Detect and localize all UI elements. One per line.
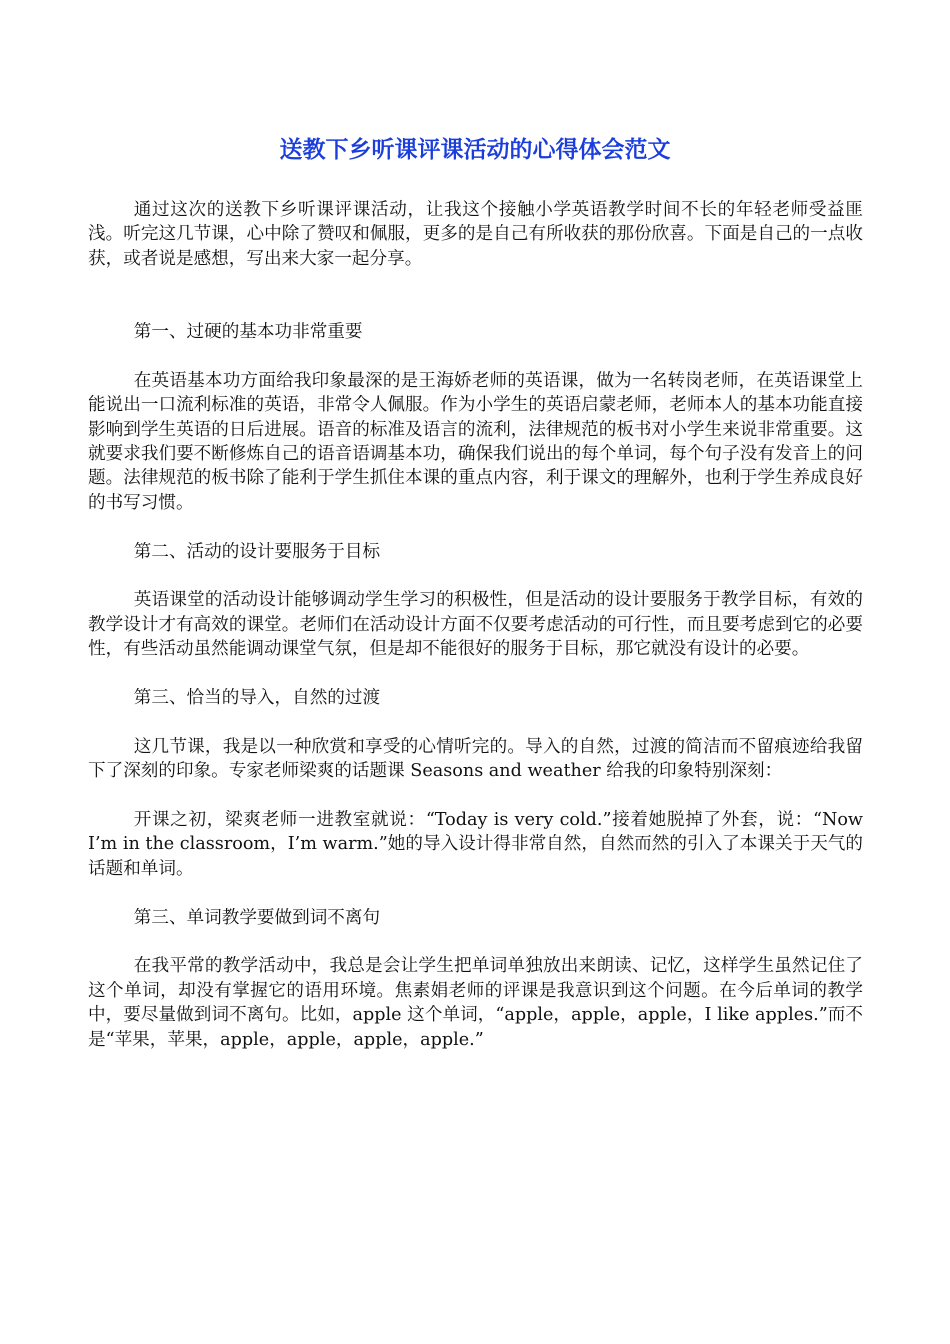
section-heading-3: 第三、恰当的导入，自然的过渡 (133, 688, 381, 709)
section-paragraph-1: 在英语基本功方面给我印象最深的是王海娇老师的英语课，做为一名转岗老师，在英语课堂上能说出一口流利标准的英语，非常令人佩服。作为小学生的英语启蒙老师，老师本人的基本功能直接影响到学生英语的日后进展。语音的标准及语言的流利，法律规范的板书对小学生来说非常重要。这就要求我们要不断修炼自己的语音语调基本功，确保我们说出的每个单词，每个句子没有发音上的问题。法律规范的板书除了能利于学生抓住本课的重点内容，利于课文的理解外，也利于学生养成良好的书写习惯。 (88, 370, 863, 513)
section-heading-4: 第三、单词教学要做到词不离句 (133, 907, 381, 928)
document-body (88, 198, 863, 1076)
section-heading-1: 第一、过硬的基本功非常重要 (133, 322, 363, 343)
section-paragraph-3b: 开课之初，梁爽老师一进教室就说：“Today is very cold.”接着她脱掉了外套，说：“Now I’m in the classroom，I’m warm.”她的导入设计得非常自然，自然而然的引入了本课关于天气的话题和单词。 (88, 810, 863, 879)
section-paragraph-2: 英语课堂的活动设计能够调动学生学习的积极性，但是活动的设计要服务于教学目标，有效的教学设计才有高效的课堂。老师们在活动设计方面不仅要考虑活动的可行性，而且要考虑到它的必要性，有些活动虽然能调动课堂气氛，但是却不能很好的服务于目标，那它就没有设计的必要。 (88, 590, 863, 660)
section-paragraph-3a: 这几节课，我是以一种欣赏和享受的心情听完的。导入的自然，过渡的简洁而不留痕迹给我留下了深刻的印象。专家老师梁爽的话题课 Seasons and weather 给我的印象特别深刻： (88, 736, 863, 782)
section-heading-2: 第二、活动的设计要服务于目标 (133, 541, 381, 562)
document-title: 送教下乡听课评课活动的心得体会范文 (279, 137, 671, 163)
intro-paragraph: 通过这次的送教下乡听课评课活动，让我这个接触小学英语教学时间不长的年轻老师受益匪浅。听完这几节课，心中除了赞叹和佩服，更多的是自己有所收获的那份欣喜。下面是自己的一点收获，或者说是感想，写出来大家一起分享。 (88, 200, 863, 269)
section-paragraph-4: 在我平常的教学活动中，我总是会让学生把单词单独放出来朗读、记忆，这样学生虽然记住了这个单词，却没有掌握它的语用环境。焦素娟老师的评课是我意识到这个问题。在今后单词的教学中，要尽量做到词不离句。比如，apple 这个单词，“apple，apple，apple，I like apples.”而不是“苹果，苹果，apple，apple，apple，apple.” (88, 956, 863, 1050)
